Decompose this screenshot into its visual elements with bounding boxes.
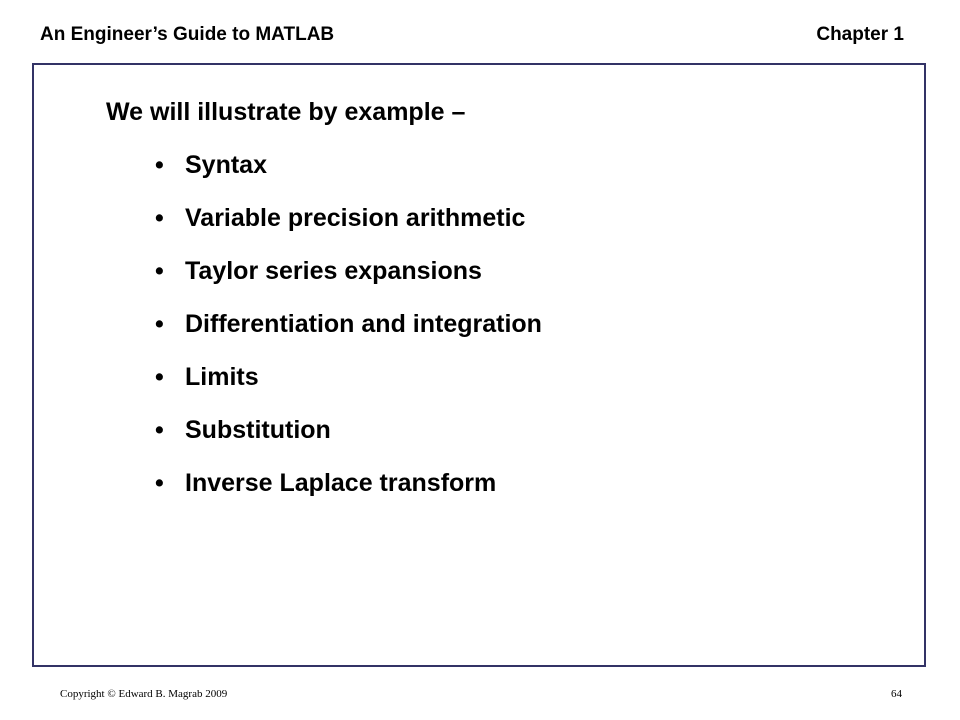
header-title: An Engineer’s Guide to MATLAB — [40, 24, 335, 45]
bullet-icon: • — [155, 204, 164, 232]
topic-label: Syntax — [185, 151, 267, 179]
topic-label: Differentiation and integration — [185, 310, 542, 338]
bullet-icon: • — [155, 151, 164, 179]
bullet-icon: • — [155, 469, 164, 497]
bullet-icon: • — [155, 310, 164, 338]
page-number: 64 — [891, 688, 902, 700]
topic-label: Substitution — [185, 416, 331, 444]
topic-label: Variable precision arithmetic — [185, 204, 526, 232]
topic-label: Limits — [185, 363, 259, 391]
bullet-icon: • — [155, 416, 164, 444]
chapter-label: Chapter 1 — [816, 24, 904, 45]
bullet-icon: • — [155, 257, 164, 285]
topic-label: Taylor series expansions — [185, 257, 482, 285]
copyright-notice: Copyright © Edward B. Magrab 2009 — [60, 688, 228, 700]
intro-heading: We will illustrate by example – — [106, 98, 466, 126]
bullet-icon: • — [155, 363, 164, 391]
topic-label: Inverse Laplace transform — [185, 469, 497, 497]
